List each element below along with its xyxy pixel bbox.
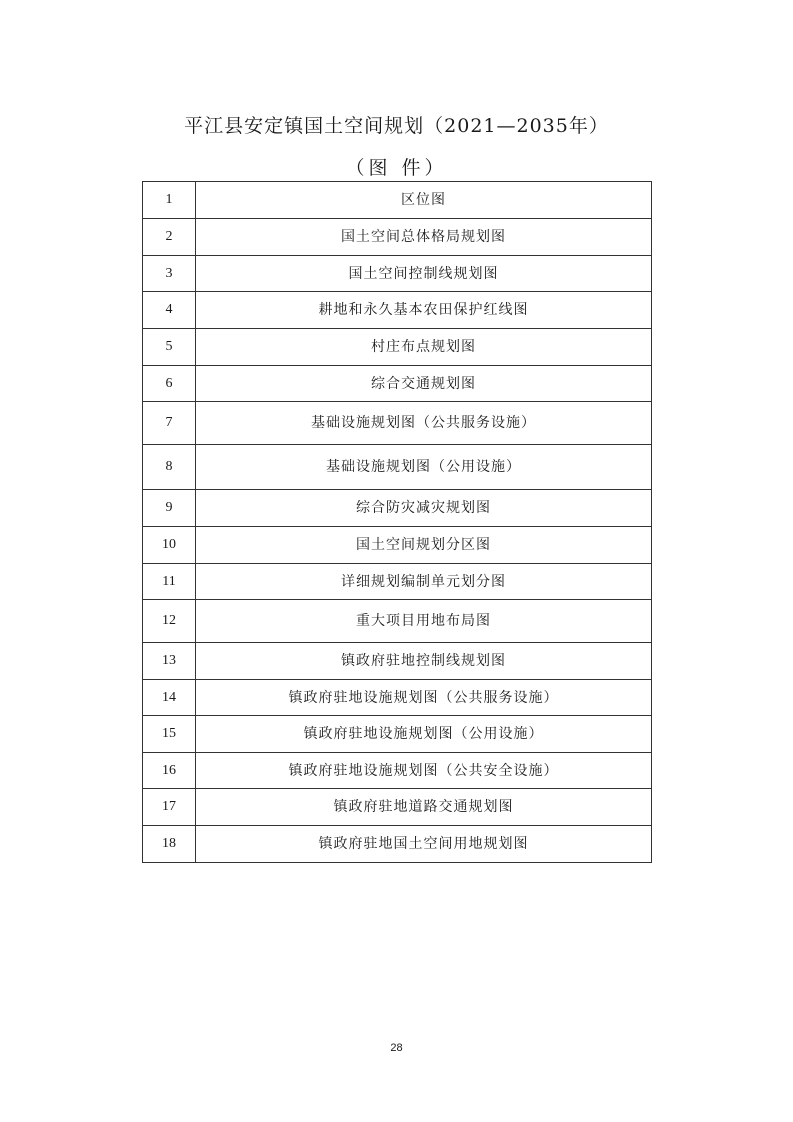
row-number: 13 — [143, 643, 196, 680]
figure-name: 国土空间规划分区图 — [196, 527, 652, 564]
figure-name: 重大项目用地布局图 — [196, 600, 652, 643]
row-number: 14 — [143, 680, 196, 716]
table-row — [143, 256, 652, 292]
figure-name: 国土空间总体格局规划图 — [196, 219, 652, 256]
row-number: 16 — [143, 753, 196, 789]
row-number: 8 — [143, 445, 196, 490]
figure-name: 基础设施规划图（公共服务设施） — [196, 402, 652, 445]
figure-name: 综合防灾减灾规划图 — [196, 490, 652, 527]
table-row — [143, 564, 652, 600]
figure-name: 镇政府驻地道路交通规划图 — [196, 789, 652, 826]
row-number: 15 — [143, 716, 196, 753]
table-row — [143, 643, 652, 680]
figure-name: 村庄布点规划图 — [196, 329, 652, 366]
table-row — [143, 716, 652, 753]
figure-name: 基础设施规划图（公用设施） — [196, 445, 652, 490]
document-subtitle: （图 件） — [345, 157, 448, 179]
figure-name: 镇政府驻地控制线规划图 — [196, 643, 652, 680]
table-row — [143, 292, 652, 329]
row-number: 1 — [143, 182, 196, 219]
document-title: 平江县安定镇国土空间规划（2021—2035年） — [184, 115, 609, 137]
figure-list-table — [142, 181, 652, 863]
table-row — [143, 219, 652, 256]
figure-name: 详细规划编制单元划分图 — [196, 564, 652, 600]
row-number: 12 — [143, 600, 196, 643]
row-number: 18 — [143, 826, 196, 863]
figure-name: 国土空间控制线规划图 — [196, 256, 652, 292]
row-number: 17 — [143, 789, 196, 826]
table-row — [143, 490, 652, 527]
table-row — [143, 753, 652, 789]
page-number: 28 — [390, 1042, 403, 1054]
row-number: 2 — [143, 219, 196, 256]
row-number: 5 — [143, 329, 196, 366]
table-row — [143, 182, 652, 219]
figure-name: 耕地和永久基本农田保护红线图 — [196, 292, 652, 329]
figure-name: 镇政府驻地设施规划图（公用设施） — [196, 716, 652, 753]
table-row — [143, 329, 652, 366]
table-row — [143, 445, 652, 490]
row-number: 7 — [143, 402, 196, 445]
table-row — [143, 527, 652, 564]
row-number: 9 — [143, 490, 196, 527]
row-number: 3 — [143, 256, 196, 292]
table-row — [143, 826, 652, 863]
table-row — [143, 600, 652, 643]
row-number: 6 — [143, 366, 196, 402]
table-row — [143, 402, 652, 445]
table-row — [143, 680, 652, 716]
row-number: 10 — [143, 527, 196, 564]
figure-name: 镇政府驻地设施规划图（公共服务设施） — [196, 680, 652, 716]
row-number: 4 — [143, 292, 196, 329]
figure-name: 镇政府驻地国土空间用地规划图 — [196, 826, 652, 863]
figure-name: 区位图 — [196, 182, 652, 219]
table-row — [143, 789, 652, 826]
figure-name: 镇政府驻地设施规划图（公共安全设施） — [196, 753, 652, 789]
figure-name: 综合交通规划图 — [196, 366, 652, 402]
row-number: 11 — [143, 564, 196, 600]
table-row — [143, 366, 652, 402]
